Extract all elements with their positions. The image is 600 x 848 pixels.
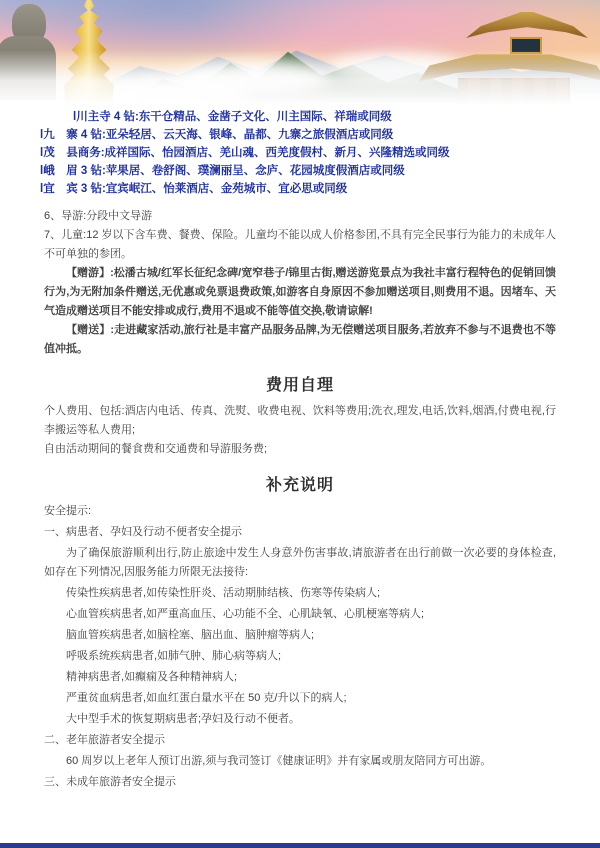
hotel-line-maoxian: l茂 县商务:成祥国际、怡园酒店、羌山魂、西羌度假村、新月、兴隆精选或同级 xyxy=(40,147,450,159)
hotel-line-chuanzhusi: l川主寺 4 钻:东干仓精品、金凿子文化、川主国际、祥瑞或同级 xyxy=(73,111,392,123)
hotel-line-yibin: l宜 宾 3 钻:宜宾岷江、怡莱酒店、金苑城市、宜必思或同级 xyxy=(40,183,348,195)
gift-tour-note: 【赠游】:松潘古城/红军长征纪念碑/宽窄巷子/锦里古街,赠送游览景点为我社丰富行程特色的促销回馈行为,为无附加条件赠送,无优惠或免票退费政策,如游客自身原因不参加赠送项目,则费用不退。因堵车、天气造成赠送项目不能安排或成行,费用不退或不能等值交换,敬请谅解! xyxy=(44,267,556,317)
supplement-item: 二、老年旅游者安全提示 xyxy=(44,734,165,746)
safety-tips-label: 安全提示: xyxy=(44,505,92,517)
supplement-item: 脑血管疾病患者,如脑栓塞、脑出血、脑肿瘤等病人; xyxy=(66,629,315,641)
hotel-line-emei: l峨 眉 3 钻:苹果居、卷舒阁、璞澜丽呈、念庐、花园城度假酒店或同级 xyxy=(40,165,405,177)
supplement-item: 呼吸系统疾病患者,如肺气肿、肺心病等病人; xyxy=(66,650,282,662)
temple-upper-roof-illustration xyxy=(466,12,588,38)
footer-accent-bar xyxy=(0,843,600,848)
child-policy-note: 7、儿童:12 岁以下含车费、餐费、保险。儿童均不能以成人价格参团,不具有完全民事行为能力的未成年人不可单独的参团。 xyxy=(44,229,556,260)
gift-give-note: 【赠送】:走进藏家活动,旅行社是丰富产品服务品牌,为无偿赠送项目服务,若放弃不参与不退费也不等值冲抵。 xyxy=(44,324,556,355)
mist-fade-illustration xyxy=(0,50,600,105)
supplement-item: 为了确保旅游顺利出行,防止旅途中发生人身意外伤害事故,请旅游者在出行前做一次必要的身体检查,如存在下列情况,因服务能力所限无法接待: xyxy=(44,547,556,578)
supplement-item: 三、未成年旅游者安全提示 xyxy=(44,776,176,788)
supplement-item: 60 周岁以上老年人预订出游,须与我司签订《健康证明》并有家属或朋友陪同方可出游。 xyxy=(66,755,492,767)
self-paid-title: 费用自理 xyxy=(265,377,334,394)
supplement-item: 大中型手术的恢复期病患者;孕妇及行动不便者。 xyxy=(66,713,301,725)
supplement-item: 精神病患者,如癫痫及各种精神病人; xyxy=(66,671,238,683)
supplement-item: 心血管疾病患者,如严重高血压、心功能不全、心肌缺氧、心肌梗塞等病人; xyxy=(66,608,425,620)
supplement-item: 传染性疾病患者,如传染性肝炎、活动期肺结核、伤寒等传染病人; xyxy=(66,587,381,599)
hotel-line-jiuzhai: l九 寨 4 钻:亚朵轻居、云天海、银峰、晶都、九寨之旅假酒店或同级 xyxy=(40,129,394,141)
document-body xyxy=(0,198,600,792)
self-paid-personal-expenses: 个人费用、包括:酒店内电话、传真、洗熨、收费电视、饮料等费用;洗衣,理发,电话,饮料,烟酒,付费电视,行李搬运等私人费用; xyxy=(44,405,556,436)
supplement-title: 补充说明 xyxy=(265,477,334,494)
hotel-grade-list xyxy=(0,105,600,198)
supplement-item: 严重贫血病患者,如血红蛋白量水平在 50 克/升以下的病人; xyxy=(66,692,347,704)
guide-note: 6、导游:分段中文导游 xyxy=(44,210,153,222)
header-photo xyxy=(0,0,600,105)
self-paid-free-time-expenses: 自由活动期间的餐食费和交通费和导游服务费; xyxy=(44,443,268,455)
supplement-item: 一、病患者、孕妇及行动不便者安全提示 xyxy=(44,526,242,538)
